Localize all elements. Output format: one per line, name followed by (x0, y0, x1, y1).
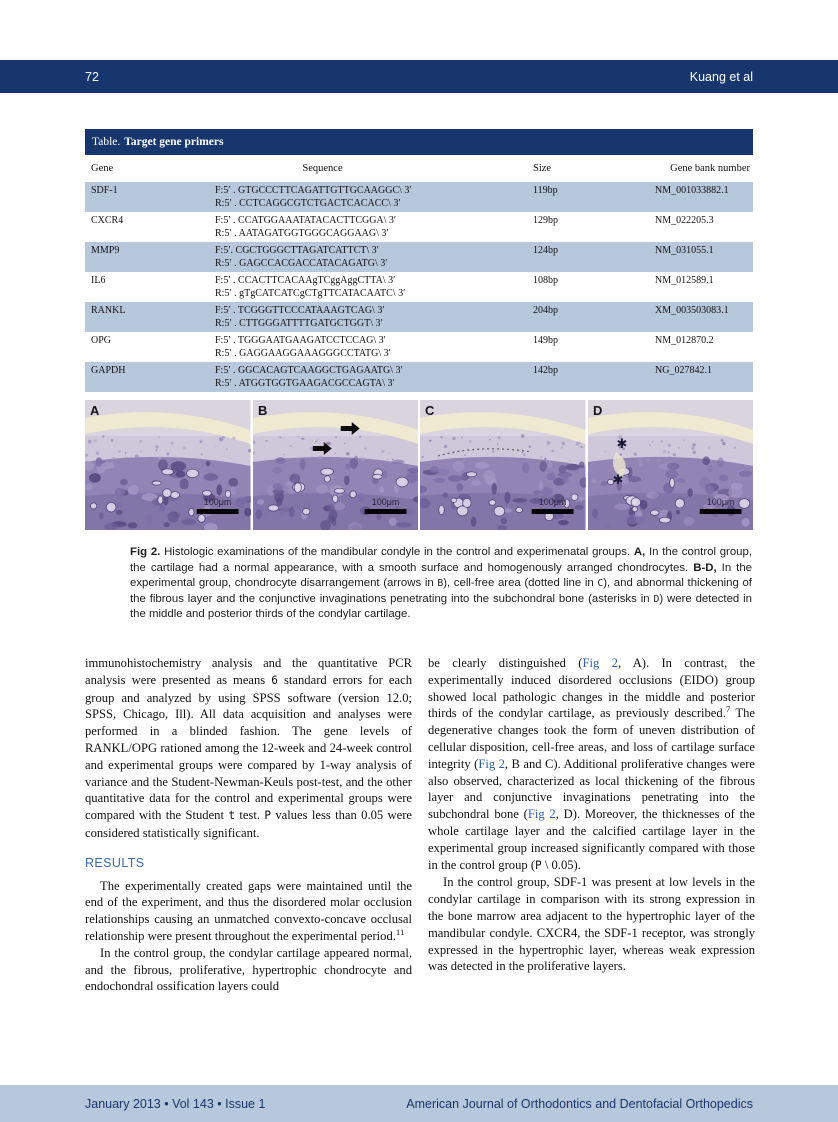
forward-primer: F:5′ . GTGCCCTTCAGATTGTTGCAAGGC\ 3′ (215, 185, 412, 196)
results-section-heading: RESULTS (85, 855, 145, 870)
size-cell: 124bp (533, 245, 558, 256)
paragraph (85, 878, 412, 945)
gene-bank-cell: XM_003503083.1 (655, 305, 729, 316)
figure-panel-D (588, 400, 754, 530)
text-segment: values less than 0.05 were considered statistically significant. (85, 808, 412, 840)
table-row (85, 212, 753, 242)
reverse-primer: R:5′ . gTgCATCATCgCTgTTCATACAATC\ 3′ (215, 288, 406, 299)
gene-bank-cell: NM_022205.3 (655, 215, 714, 226)
scale-bar (364, 509, 406, 514)
size-cell: 142bp (533, 365, 558, 376)
text-segment: B-D, (693, 561, 717, 574)
text-segment: In the experimental group, chondrocyte disarrangement (arrows in (130, 561, 752, 590)
text-segment: D (653, 593, 660, 605)
gene-name-cell: RANKL (91, 305, 126, 316)
text-segment: , B and C). Additional proliferative changes were also observed, characterized as local thickening of the fibrous layer and conjunctive invaginations penetrating into the subchondral bone ( (428, 756, 756, 822)
reverse-primer: R:5′ . ATGGTGGTGAAGACGCCAGTA\ 3′ (215, 378, 395, 389)
figure-panel-C (420, 400, 586, 530)
gene-bank-cell: NG_027842.1 (655, 365, 712, 376)
text-segment: ) were detected in the middle and posterior thirds of the condylar cartilage. (130, 592, 753, 621)
scale-bar (197, 509, 239, 514)
size-cell: 129bp (533, 215, 558, 226)
text-segment: be clearly distinguished ( (428, 656, 583, 670)
fig-reference-link[interactable]: Fig 2 (582, 656, 618, 670)
text-segment: standard errors for each group and analyzed by using SPSS software (version 12.0; SPSS, Chicago, Ill). All data acquisition and analyses were performed in a blinded fashion. The gene levels of RANKL/OPG rationed among the 12-week and 24-week control and experimental groups were compared by 1-way analysis of variance and the Student-Newman-Keuls post-test, and the other quantitative data for the control and experimental groups were compared with the Student (85, 672, 412, 823)
gene-name-cell: CXCR4 (91, 215, 124, 226)
running-authors: Kuang et al (689, 69, 753, 84)
sequence-cell (215, 274, 525, 300)
journal-name: American Journal of Orthodontics and Dentofacial Orthopedics (406, 1096, 753, 1111)
gene-bank-cell: NM_001033882.1 (655, 185, 729, 196)
table-title-prefix: Table. (92, 136, 121, 148)
table-row (85, 362, 753, 392)
column-header-gene: Gene (91, 163, 114, 174)
paragraph (428, 874, 755, 975)
text-segment: The degenerative changes took the form of uneven distribution of cellular disposition, cell-free areas, and loss of cartilage surface integrity ( (428, 706, 755, 771)
gene-name-cell: OPG (91, 335, 112, 346)
text-segment: B (437, 578, 444, 590)
text-segment: The experimentally created gaps were maintained until the end of the experiment, and thus the disordered molar occlusion relationships causing an unmatched convexto-concave occlusal relationship were present throughout the experimental period. (85, 878, 412, 943)
sequence-cell (215, 214, 525, 240)
asterisk-marker: ✱ (611, 472, 623, 489)
paragraph (85, 945, 412, 995)
reverse-primer: R:5′ . CCTCAGGCGTCTGACTCACACC\ 3′ (215, 198, 401, 209)
text-segment: A, (633, 546, 646, 558)
figure-panel-A (85, 400, 251, 530)
text-segment: 11 (395, 926, 405, 937)
text-segment: ), cell-free area (dotted line in (443, 577, 598, 590)
text-segment: In the control group, SDF-1 was present at low levels in the condylar cartilage in comparison with its strong expression in the bone marrow area adjacent to the hypertrophic layer of the mandibular condyle. CXCR4, the SDF-1 receptor, was strongly expressed in the hypertrophic layer, whereas weak expression was detected in the proliferative layers. (428, 875, 755, 974)
table-header-row (85, 155, 753, 182)
table-title: Target gene primers (124, 136, 224, 148)
table-row (85, 332, 753, 362)
text-segment: C (597, 578, 604, 590)
text-segment: , A). In contrast, the experimentally induced disordered occlusions (EIDO) group showed local pathologic changes in the middle and posterior thirds of the condylar cartilage, as previously described. (428, 656, 756, 721)
reverse-primer: R:5′ . GAGGAAGGAAAGGGCCTATG\ 3′ (215, 348, 391, 359)
scale-label: 100μm (538, 496, 567, 508)
text-segment: P (535, 858, 542, 872)
text-segment: immunohistochemistry analysis and the quantitative PCR analysis were presented as means (85, 656, 412, 687)
asterisk-marker: ✱ (615, 436, 627, 453)
text-segment: , D). Moreover, the thicknesses of the whole cartilage layer and the calcified cartilage layer in the experimental group increased significantly compared with those in the control group ( (428, 807, 756, 872)
scale-label: 100μm (371, 496, 399, 508)
sequence-cell (215, 184, 525, 210)
body-column-right (428, 655, 755, 975)
forward-primer: F:5′ . CCATGGAAATATACACTTCGGA\ 3′ (215, 215, 397, 226)
reverse-primer: R:5′ . CTTGGGATTTTGATGCTGGT\ 3′ (215, 318, 383, 329)
running-header (0, 60, 838, 93)
column-header-gene-bank-number: Gene bank number (670, 163, 750, 174)
text-segment: In the control group, the cartilage had a normal appearance, with a smooth surface and homogenously arranged chondrocytes. (130, 546, 753, 574)
sequence-cell (215, 334, 525, 360)
gene-table-body (85, 182, 753, 392)
histology-image-B (253, 400, 419, 530)
table-row (85, 182, 753, 212)
panel-label: A (89, 402, 100, 419)
fig-reference-link[interactable]: Fig 2 (527, 807, 556, 822)
reverse-primer: R:5′ . GAGCCACGACCATACAGATG\ 3′ (215, 258, 388, 269)
forward-primer: F:5′ . GGCACAGTCAAGGCTGAGAATG\ 3′ (215, 365, 403, 376)
issue-info: January 2013 • Vol 143 • Issue 1 (85, 1096, 266, 1111)
sequence-cell (215, 364, 525, 390)
text-segment: t (228, 809, 235, 823)
forward-primer: F:5′ . TGGGAATGAAGATCCTCCAG\ 3′ (215, 335, 386, 346)
forward-primer: F:5′ . CCACTTCACAAgTCggAggCTTA\ 3′ (215, 275, 396, 286)
text-segment: P (264, 809, 271, 823)
size-cell: 204bp (533, 305, 558, 316)
gene-name-cell: MMP9 (91, 245, 120, 256)
figure-panel-B (253, 400, 419, 530)
gene-name-cell: GAPDH (91, 365, 126, 376)
gene-bank-cell: NM_012870.2 (655, 335, 714, 346)
forward-primer: F:5′. CGCTGGGCTTAGATCATTCT\ 3′ (215, 245, 379, 256)
panel-label: C (424, 402, 435, 419)
histology-image-A (85, 400, 251, 530)
histology-image-D (588, 400, 754, 530)
text-segment: In the control group, the condylar cartilage appeared normal, and the fibrous, proliferative, hypertrophic chondrocyte and endochondral ossification layers could (85, 945, 412, 994)
text-segment: test. (234, 808, 265, 823)
scale-label: 100μm (706, 496, 734, 508)
size-cell: 119bp (533, 185, 558, 196)
figure-2-caption (130, 545, 752, 623)
body-column-left (85, 655, 412, 995)
text-segment: Fig 2. (130, 546, 161, 558)
sequence-cell (215, 304, 525, 330)
table-title-bar (85, 129, 753, 155)
text-segment: 7 (725, 704, 731, 715)
text-segment: Histologic examinations of the mandibular condyle in the control and experimenatal groups. (160, 546, 634, 558)
text-segment: ), and abnormal thickening of the fibrous layer and the conjunctive invaginations penetrating into the subchondral bone (asterisks in (130, 577, 752, 605)
gene-name-cell: SDF-1 (91, 185, 118, 196)
target-gene-primers-table (85, 129, 753, 392)
scale-bar (532, 509, 574, 514)
size-cell: 108bp (533, 275, 558, 286)
panel-label: D (592, 402, 602, 419)
figure-2-histology-panels (85, 400, 753, 530)
table-row (85, 242, 753, 272)
table-row (85, 272, 753, 302)
gene-name-cell: IL6 (91, 275, 106, 286)
scale-label: 100μm (203, 496, 232, 508)
forward-primer: F:5′ . TCGGGTTCCCATAAAGTCAG\ 3′ (215, 305, 385, 316)
text-segment: \ 0.05). (541, 857, 581, 872)
panel-label: B (257, 402, 267, 419)
gene-bank-cell: NM_031055.1 (655, 245, 714, 256)
gene-bank-cell: NM_012589.1 (655, 275, 714, 286)
size-cell: 149bp (533, 335, 558, 346)
histology-image-C (420, 400, 586, 530)
sequence-cell (215, 244, 525, 270)
table-row (85, 302, 753, 332)
paragraph (428, 655, 755, 874)
page-number: 72 (85, 69, 99, 84)
column-header-sequence: Sequence (302, 163, 343, 174)
running-footer (0, 1085, 838, 1122)
fig-reference-link[interactable]: Fig 2 (478, 756, 505, 771)
scale-bar (699, 509, 741, 514)
text-segment: 6 (271, 673, 278, 687)
paragraph (85, 655, 412, 842)
column-header-size: Size (533, 163, 552, 174)
reverse-primer: R:5′ . AATAGATGGTGGGCAGGAAG\ 3′ (215, 228, 389, 239)
